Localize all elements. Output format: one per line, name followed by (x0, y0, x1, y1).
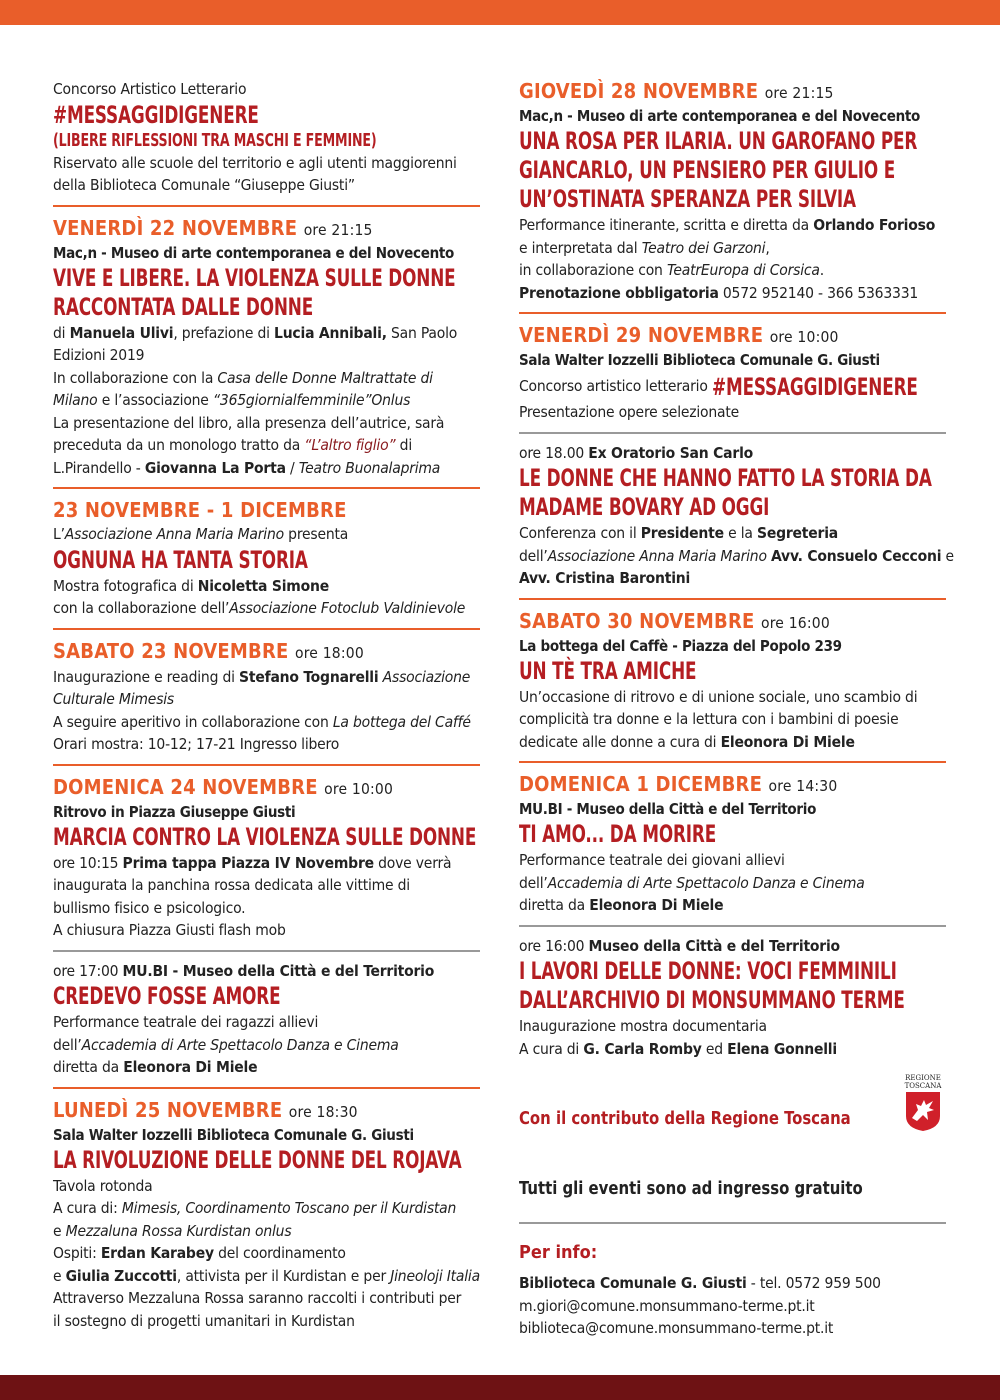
event-text: preceduta da un monologo tratto da “L’altro figlio” di (53, 436, 412, 454)
event-title: OGNUNA HA TANTA STORIA (53, 545, 308, 574)
event-title: MARCIA CONTRO LA VIOLENZA SULLE DONNE (53, 822, 477, 851)
event-title: GIANCARLO, UN PENSIERO PER GIULIO E (519, 156, 896, 184)
event-title: UN TÈ TRA AMICHE (519, 656, 697, 685)
event-date: DOMENICA 1 DICEMBRE ore 14:30 (519, 772, 838, 796)
event-block (53, 497, 480, 630)
event-text: A cura di: Mimesis, Coordinamento Toscano per il Kurdistan (53, 1199, 457, 1217)
right-column (519, 78, 954, 1340)
event-block (53, 774, 480, 952)
event-text: e Giulia Zuccotti, attivista per il Kurdistan e per Jineoloji Italia (53, 1266, 480, 1285)
event-title: I LAVORI DELLE DONNE: VOCI FEMMINILI (519, 957, 897, 985)
event-text: Performance itinerante, scritta e diretta da Orlando Forioso (519, 216, 936, 234)
event-venue: Sala Walter Iozzelli Biblioteca Comunale G. Giusti (53, 1125, 414, 1144)
event-text: In collaborazione con la Casa delle Donne Maltrattate di (53, 368, 433, 387)
left-column (53, 78, 480, 1348)
event-text: dell’Accademia di Arte Spettacolo Danza e Cinema (53, 1035, 399, 1054)
event-date: VENERDÌ 22 NOVEMBRE ore 21:15 (53, 215, 373, 240)
event-text: dedicate alle donne a cura di Eleonora Di Miele (519, 732, 855, 751)
event-text: di Manuela Ulivi, prefazione di Lucia Annibali, San Paolo (53, 323, 458, 342)
event-venue: Mac,n - Museo di arte contemporanea e del Novecento (519, 107, 921, 125)
event-venue: Mac,n - Museo di arte contemporanea e del Novecento (53, 243, 455, 262)
event-text: dell’Associazione Anna Maria Marino Avv. Consuelo Cecconi e (519, 546, 954, 565)
event-date: DOMENICA 24 NOVEMBRE ore 10:00 (53, 774, 394, 799)
event-title: UN’OSTINATA SPERANZA PER SILVIA (519, 185, 856, 213)
event-text: Edizioni 2019 (53, 346, 145, 364)
event-text: Presentazione opere selezionate (519, 403, 740, 421)
event-text: A chiusura Piazza Giusti flash mob (53, 921, 286, 939)
event-text: Un’occasione di ritrovo e di unione sociale, uno scambio di (519, 687, 918, 706)
event-text: il sostegno di progetti umanitari in Kurdistan (53, 1311, 355, 1330)
event-venue: ore 16:00 Museo della Città e del Territorio (519, 936, 840, 955)
event-text: L.Pirandello - Giovanna La Porta / Teatro Buonalaprima (53, 458, 441, 477)
bottom-color-bar (0, 1375, 1000, 1400)
event-title: LE DONNE CHE HANNO FATTO LA STORIA DA (519, 464, 932, 492)
event-text: complicità tra donne e la lettura con i bambini di poesie (519, 710, 899, 728)
info-heading: Per info: (519, 1242, 598, 1263)
contribution-note: Con il contributo della Regione Toscana (519, 1108, 851, 1129)
event-block (519, 771, 946, 927)
contest-subtitle: (LIBERE RIFLESSIONI TRA MASCHI E FEMMINE) (53, 129, 377, 151)
contest-title: #MESSAGGIDIGENERE (53, 100, 259, 129)
event-text: diretta da Eleonora Di Miele (53, 1058, 258, 1076)
event-title: VIVE E LIBERE. LA VIOLENZA SULLE DONNE (53, 263, 456, 292)
contest-kicker: Concorso Artistico Letterario (53, 80, 247, 98)
event-text: dell’Accademia di Arte Spettacolo Danza e Cinema (519, 873, 865, 892)
event-text: Tavola rotonda (53, 1176, 153, 1195)
event-text: A cura di G. Carla Romby ed Elena Gonnelli (519, 1039, 837, 1058)
event-text: Performance teatrale dei giovani allievi (519, 851, 785, 869)
event-text: A seguire aperitivo in collaborazione con La bottega del Caffé (53, 712, 471, 731)
event-date: SABATO 23 NOVEMBRE ore 18:00 (53, 638, 364, 663)
event-text: Performance teatrale dei ragazzi allievi (53, 1013, 319, 1031)
regione-toscana-logo: REGIONE TOSCANA (902, 1074, 944, 1136)
event-block (53, 1097, 480, 1341)
event-block (53, 215, 480, 490)
event-text: e interpretata dal Teatro dei Garzoni, (519, 238, 770, 257)
event-text: Conferenza con il Presidente e la Segreteria (519, 524, 839, 542)
event-venue: ore 18.00 Ex Oratorio San Carlo (519, 443, 754, 462)
event-block (519, 608, 946, 764)
event-title: TI AMO... DA MORIRE (519, 820, 717, 848)
event-venue: Sala Walter Iozzelli Biblioteca Comunale G. Giusti (519, 351, 880, 369)
event-text: e Mezzaluna Rossa Kurdistan onlus (53, 1221, 292, 1240)
event-text: inaugurata la panchina rossa dedicata alle vittime di (53, 876, 410, 894)
event-text: diretta da Eleonora Di Miele (519, 896, 724, 914)
event-text: L’Associazione Anna Maria Marino presenta (53, 525, 349, 543)
event-text: in collaborazione con TeatrEuropa di Corsica. (519, 261, 824, 279)
event-text: La presentazione del libro, alla presenza dell’autrice, sarà (53, 413, 445, 432)
event-block (519, 322, 946, 434)
info-email: m.giori@comune.monsummano-terme.pt.it (519, 1296, 815, 1315)
contest-block (53, 78, 480, 207)
event-text: Culturale Mimesis (53, 690, 175, 708)
event-text: Milano e l’associazione “365giornialfemminile”Onlus (53, 391, 411, 409)
event-date: 23 NOVEMBRE - 1 DICEMBRE (53, 498, 347, 522)
event-venue: La bottega del Caffè - Piazza del Popolo 239 (519, 636, 842, 655)
event-text: Avv. Cristina Barontini (519, 569, 691, 587)
event-text: bullismo fisico e psicologico. (53, 898, 246, 917)
event-text: Prenotazione obbligatoria 0572 952140 - 366 5363331 (519, 283, 919, 302)
top-color-bar (0, 0, 1000, 25)
event-text: Inaugurazione e reading di Stefano Tognarelli Associazione (53, 667, 471, 686)
event-text: Concorso artistico letterario #MESSAGGIDIGENERE (519, 373, 918, 401)
contest-line: Riservato alle scuole del territorio e agli utenti maggiorenni (53, 153, 457, 172)
event-text: Mostra fotografica di Nicoletta Simone (53, 576, 329, 595)
event-text: Attraverso Mezzaluna Rossa saranno raccolti i contributi per (53, 1289, 462, 1307)
event-title: DALL’ARCHIVIO DI MONSUMMANO TERME (519, 986, 905, 1014)
event-date: GIOVEDÌ 28 NOVEMBRE ore 21:15 (519, 79, 834, 103)
event-date: SABATO 30 NOVEMBRE ore 16:00 (519, 608, 830, 633)
free-entry-note: Tutti gli eventi sono ad ingresso gratuito (519, 1178, 863, 1199)
event-text: Inaugurazione mostra documentaria (519, 1017, 767, 1035)
pegasus-shield-icon (902, 1090, 944, 1132)
event-venue: MU.BI - Museo della Città e del Territorio (519, 800, 817, 818)
event-title: MADAME BOVARY AD OGGI (519, 493, 770, 521)
event-title: UNA ROSA PER ILARIA. UN GAROFANO PER (519, 127, 918, 155)
event-title: CREDEVO FOSSE AMORE (53, 982, 281, 1010)
event-date: VENERDÌ 29 NOVEMBRE ore 10:00 (519, 323, 839, 347)
event-text: Orari mostra: 10-12; 17-21 Ingresso libero (53, 735, 340, 753)
event-text: con la collaborazione dell’Associazione Fotoclub Valdinievole (53, 599, 466, 617)
event-text: Ospiti: Erdan Karabey del coordinamento (53, 1244, 346, 1262)
event-block (519, 442, 954, 600)
event-text: ore 10:15 Prima tappa Piazza IV Novembre dove verrà (53, 853, 452, 872)
info-email: biblioteca@comune.monsummano-terme.pt.it (519, 1319, 834, 1337)
contest-line: della Biblioteca Comunale “Giuseppe Giusti” (53, 176, 355, 194)
event-date: LUNEDÌ 25 NOVEMBRE ore 18:30 (53, 1097, 358, 1122)
event-block (519, 935, 946, 1069)
event-title: LA RIVOLUZIONE DELLE DONNE DEL ROJAVA (53, 1145, 462, 1174)
divider (519, 1222, 946, 1224)
event-venue: Ritrovo in Piazza Giuseppe Giusti (53, 802, 296, 821)
event-title: RACCONTATA DALLE DONNE (53, 292, 314, 321)
event-block (519, 78, 946, 314)
event-venue: ore 17:00 MU.BI - Museo della Città e del Territorio (53, 961, 435, 980)
event-block (53, 638, 480, 766)
info-line: Biblioteca Comunale G. Giusti - tel. 0572 959 500 (519, 1274, 881, 1292)
event-block (53, 960, 480, 1089)
